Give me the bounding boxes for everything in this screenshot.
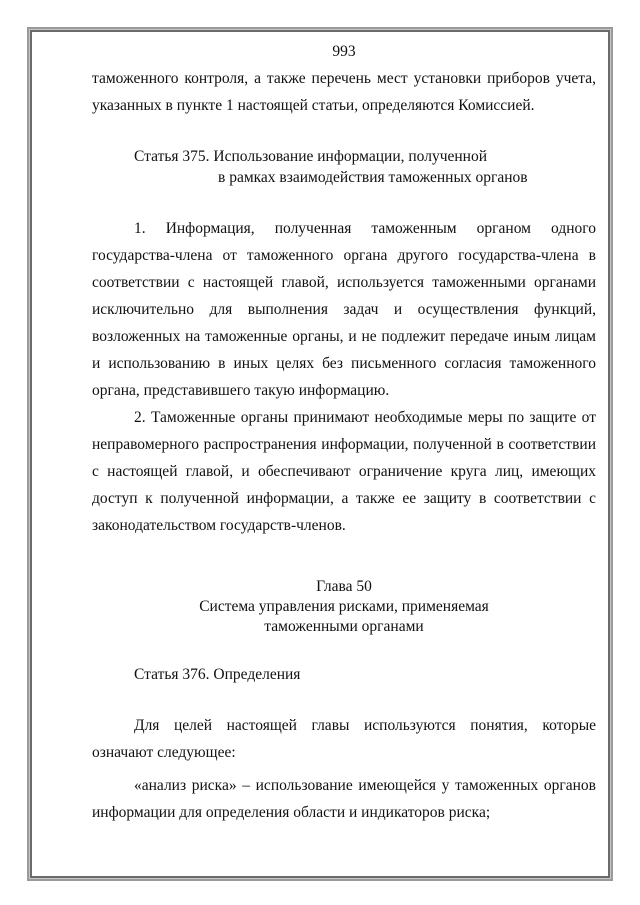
- article-376-paragraph-1: Для целей настоящей главы используются понятия, которые означают следующее:: [92, 717, 596, 761]
- article-375-title-line1: Статья 375. Использование информации, полученной: [134, 148, 488, 165]
- article-375-title: [92, 146, 596, 188]
- article-376-paragraph-2: «анализ риска» – использование имеющейся у таможенных органов информации для определения области и индикаторов риска;: [92, 777, 596, 821]
- chapter-50-title-line1: Система управления рисками, применяемая: [199, 598, 489, 615]
- article-376-title: Статья 376. Определения: [134, 666, 301, 683]
- article-375-paragraph-1: 1. Информация, полученная таможенным органом одного государства-члена от таможенного органа другого государства-члена в соответствии с настоящей главой, используется таможенными органами исключительно для выполнения задач и осуществления функций, возложенных на таможенные органы, и не подлежит передаче иным лицам и использованию в иных целях без письменного согласия таможенного органа, представившего такую информацию.: [92, 220, 596, 399]
- continuation-paragraph: таможенного контроля, а также перечень мест установки приборов учета, указанных в пункте 1 настоящей статьи, определяются Комиссией.: [92, 70, 596, 114]
- page-number: 993: [332, 43, 356, 60]
- chapter-50-heading: [92, 577, 596, 637]
- chapter-50-number: Глава 50: [316, 578, 372, 595]
- article-375-paragraph-2: 2. Таможенные органы принимают необходимые меры по защите от неправомерного распространения информации, полученной в соответствии с настоящей главой, и обеспечивают ограничение круга лиц, имеющих доступ к полученной информации, а также ее защиту в соответствии с законодательством государств-членов.: [92, 409, 596, 534]
- chapter-50-title-line2: таможенными органами: [264, 618, 424, 635]
- document-page: [92, 38, 596, 826]
- article-375-title-line2: в рамках взаимодействия таможенных органов: [218, 169, 528, 186]
